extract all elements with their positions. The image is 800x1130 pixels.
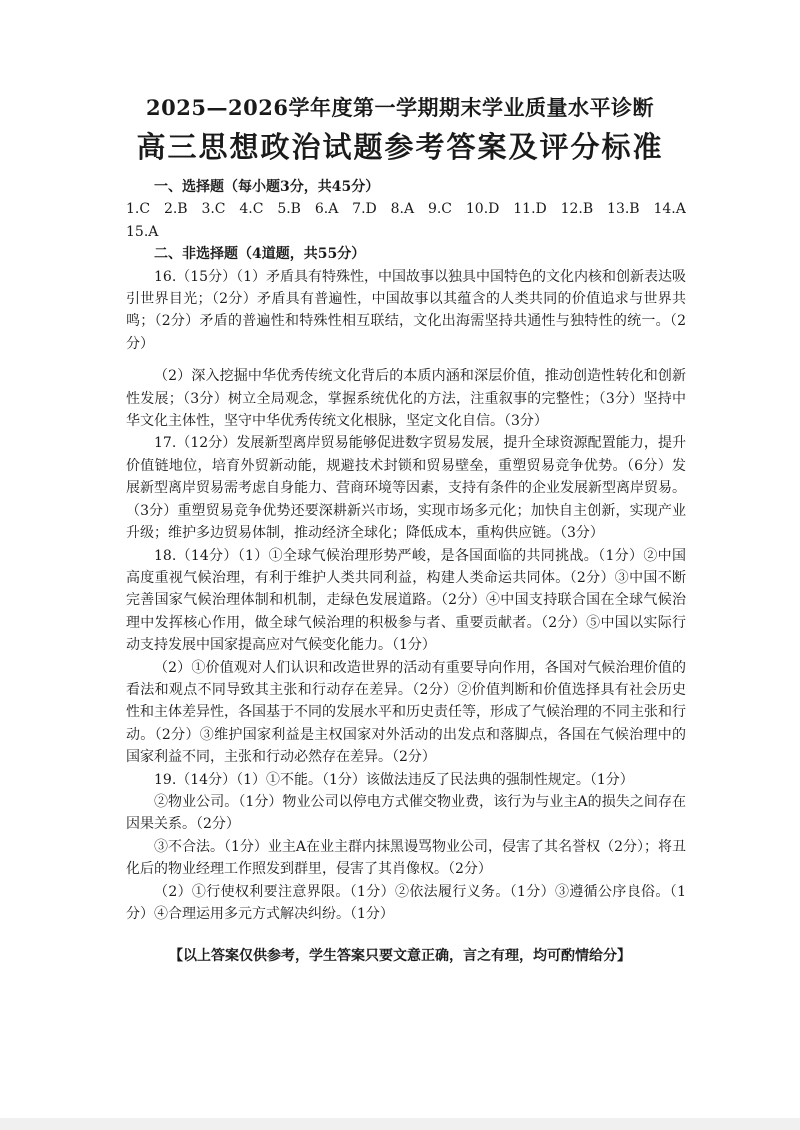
mc-answer-item: 1.C [126, 201, 151, 218]
mc-answer-last: 15.A [126, 223, 159, 240]
answer-paragraph-q16-2: （2）深入挖掘中华优秀传统文化背后的本质内涵和深层价值，推动创造性转化和创新性发展；（3分）树立全局观念，掌握系统优化的方法，注重叙事的完整性；（3分）坚持中华文化主体性，坚守中华优秀传统文化根脉，坚定文化自信。（3分） [126, 368, 686, 430]
answer-paragraph-q19-4: （2）①行使权利要注意界限。（1分）②依法履行义务。（1分）③遵循公序良俗。（1分）④合理运用多元方式解决纠纷。（1分） [126, 883, 686, 922]
mc-answer-item: 7.D [352, 201, 377, 218]
mc-answers [126, 198, 686, 220]
exam-title: 2025—2026学年度第一学期期末学业质量水平诊断 [146, 95, 654, 120]
mc-answer-item: 6.A [314, 201, 339, 218]
page-bottom-edge [0, 1118, 800, 1130]
mc-answer-item: 2.B [163, 201, 188, 218]
mc-answer-item: 12.B [560, 201, 594, 218]
mc-answer-item: 5.B [277, 201, 301, 218]
mc-answer-item: 8.A [390, 201, 415, 218]
answer-paragraph-q19-2: ②物业公司。（1分）物业公司以停电方式催交物业费，该行为与业主A的损失之间存在因果关系。（2分） [126, 793, 686, 833]
mc-answer-item: 3.C [201, 201, 226, 218]
answer-paragraph-q19-1: 19.（14分）（1）①不能。（1分）该做法违反了民法典的强制性规定。（1分） [154, 771, 634, 788]
mc-answer-item: 10.D [465, 201, 500, 218]
mc-answer-item: 11.D [513, 201, 547, 218]
answer-paragraph-q16-1: 16.（15分）（1）矛盾具有特殊性，中国故事以独具中国特色的文化内核和创新表达吸引世界目光；（2分）矛盾具有普遍性，中国故事以其蕴含的人类共同的价值追求与世界共鸣；（2分）矛盾的普遍性和特殊性相互联结，文化出海需坚持共通性与独特性的统一。（2分） [126, 268, 686, 352]
section1-heading: 一、选择题（每小题3分，共45分） [154, 179, 380, 195]
answer-paragraph-q19-3: ③不合法。（1分）业主A在业主群内抹黑谩骂物业公司，侵害了其名誉权（2分）；将丑化后的物业经理工作照发到群里，侵害了其肖像权。（2分） [126, 838, 686, 878]
document-subtitle: 高三思想政治试题参考答案及评分标准 [136, 130, 664, 164]
answer-content [126, 176, 686, 925]
answer-paragraph-q18-1: 18.（14分）（1）①全球气候治理形势严峻，是各国面临的共同挑战。（1分）②中国高度重视气候治理，有利于维护人类共同利益，构建人类命运共同体。（2分）③中国不断完善国家气候治理体制和机制，走绿色发展道路。（2分）④中国支持联合国在全球气候治理中发挥核心作用，做全球气候治理的积极参与者、重要贡献者。（2分）⑤中国以实际行动支持发展中国家提高应对气候变化能力。（1分） [126, 547, 686, 654]
section2-heading: 二、非选择题（4道题，共55分） [154, 246, 366, 263]
answer-paragraph-q17: 17.（12分）发展新型离岸贸易能够促进数字贸易发展，提升全球资源配置能力，提升价值链地位，培育外贸新动能，规避技术封锁和贸易壁垒，重塑贸易竞争优势。（6分）发展新型离岸贸易需考虑自身能力、营商环境等因素，支持有条件的企业发展新型离岸贸易。（3分）重塑贸易竞争优势还要深耕新兴市场，实现市场多元化；加快自主创新，实现产业升级；维护多边贸易体制，推动经济全球化；降低成本，重构供应链。（3分） [126, 435, 686, 542]
mc-answer-item: 9.C [427, 201, 453, 218]
mc-answer-item: 13.B [607, 201, 640, 218]
footer-note: 【以上答案仅供参考，学生答案只要文意正确，言之有理，均可酌情给分】 [169, 948, 631, 964]
mc-answer-item: 14.A [653, 201, 686, 218]
answer-paragraph-q18-2: （2）①价值观对人们认识和改造世界的活动有重要导向作用，各国对气候治理价值的看法和观点不同导致其主张和行动存在差异。（2分）②价值判断和价值选择具有社会历史性和主体差异性，各国基于不同的发展水平和历史责任等，形成了气候治理的不同主张和行动。（2分）③维护国家利益是主权国家对外活动的出发点和落脚点，各国在气候治理中的国家利益不同，主张和行动必然存在差异。（2分） [126, 659, 686, 766]
mc-answer-item: 4.C [239, 201, 264, 218]
